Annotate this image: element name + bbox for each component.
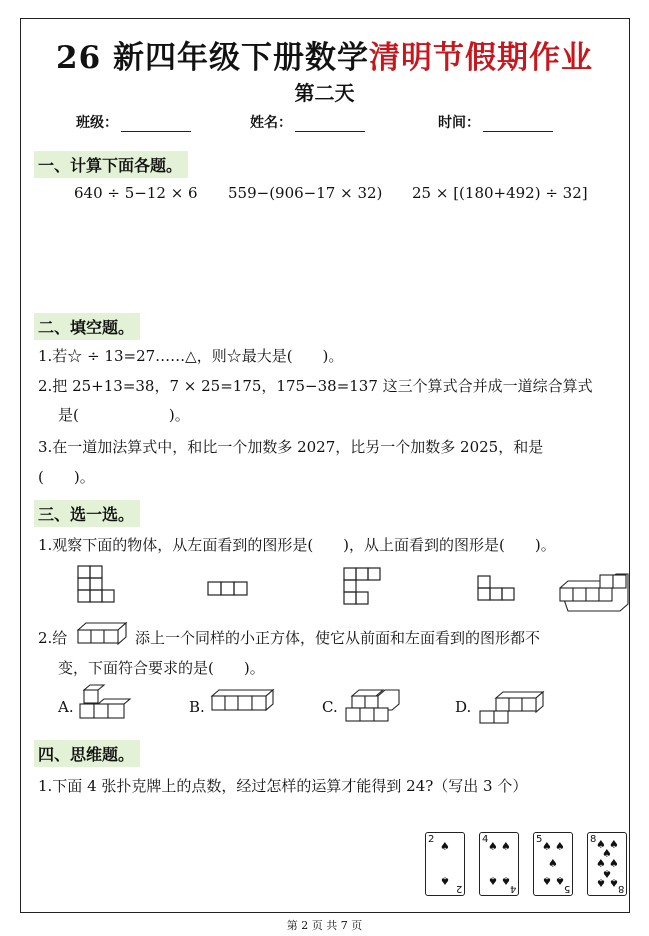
card-rank: 8 xyxy=(590,834,597,845)
fill-q3-line1: 3.在一道加法算式中，和比一个加数多 2027，比另一个加数多 2025，和是 xyxy=(38,438,544,456)
option-d-figure xyxy=(480,692,543,723)
page-footer: 第 2 页 共 7 页 xyxy=(286,919,363,932)
option-b-label: B. xyxy=(189,698,205,716)
card-rank: 5 xyxy=(536,834,543,845)
spade-icon: ♠ xyxy=(501,874,511,887)
section1-heading: 一、计算下面各题。 xyxy=(34,151,188,178)
option-a-figure xyxy=(80,685,130,718)
section2-heading: 二、填空题。 xyxy=(34,313,140,340)
card-rank: 4 xyxy=(482,834,489,845)
view-figure-3 xyxy=(344,568,380,604)
spade-icon: ♠ xyxy=(596,876,606,889)
spade-icon: ♠ xyxy=(609,876,619,889)
spade-icon: ♠ xyxy=(488,840,498,853)
choice-q2-line1a: 2.给 xyxy=(38,629,68,647)
class-blank[interactable] xyxy=(121,117,191,132)
spade-icon: ♠ xyxy=(440,874,450,887)
poker-card-2 xyxy=(425,832,465,896)
think-q1: 1.下面 4 张扑克牌上的点数，经过怎样的运算才能得到 24?（写出 3 个） xyxy=(38,777,528,795)
view-figure-2 xyxy=(208,582,247,595)
spade-icon: ♠ xyxy=(542,840,552,853)
spade-icon: ♠ xyxy=(596,838,606,851)
time-label: 时间： xyxy=(438,115,480,131)
spade-icon: ♠ xyxy=(548,857,558,870)
section3-heading: 三、选一选。 xyxy=(34,500,140,527)
cube-stack-figure xyxy=(560,574,628,611)
fill-q1: 1.若☆ ÷ 13=27……△，则☆最大是( )。 xyxy=(38,347,344,365)
option-a-label: A. xyxy=(58,698,74,716)
option-d-label: D. xyxy=(455,698,472,716)
spade-icon: ♠ xyxy=(602,847,612,860)
time-field xyxy=(438,112,553,132)
base-cubes-figure xyxy=(74,618,132,648)
day-subtitle: 第二天 xyxy=(294,81,355,105)
view-figure-1 xyxy=(78,566,114,602)
card-rank-bottom: 5 xyxy=(563,883,570,894)
option-c-label: C. xyxy=(322,698,338,716)
title-highlight: 清明节假期作业 xyxy=(368,40,593,76)
card-rank-bottom: 2 xyxy=(455,883,462,894)
spade-icon: ♠ xyxy=(609,838,619,851)
option-c-figure xyxy=(346,690,399,721)
section4-heading: 四、思维题。 xyxy=(34,740,140,767)
view-options-figures xyxy=(60,562,630,612)
options-figures xyxy=(76,684,636,726)
name-blank[interactable] xyxy=(295,117,365,132)
poker-card-5 xyxy=(533,832,573,896)
spade-icon: ♠ xyxy=(555,840,565,853)
card-rank-bottom: 8 xyxy=(617,883,624,894)
title-main: 26 新四年级下册数学 xyxy=(56,40,369,76)
spade-icon: ♠ xyxy=(609,857,619,870)
spade-icon: ♠ xyxy=(602,867,612,880)
choice-q2-line2: 变，下面符合要求的是( )。 xyxy=(58,659,265,677)
card-rank: 2 xyxy=(428,834,435,845)
poker-card-8 xyxy=(587,832,627,896)
poker-card-4 xyxy=(479,832,519,896)
calc-problem-2: 559−(906−17 × 32) xyxy=(228,184,383,202)
time-blank[interactable] xyxy=(483,117,553,132)
card-rank-bottom: 4 xyxy=(509,883,516,894)
spade-icon: ♠ xyxy=(596,857,606,870)
choice-q1: 1.观察下面的物体，从左面看到的图形是( )，从上面看到的图形是( )。 xyxy=(38,536,556,554)
fill-q3-line2: ( )。 xyxy=(38,468,95,486)
spade-icon: ♠ xyxy=(542,874,552,887)
option-b-figure xyxy=(212,690,273,710)
calc-problem-1: 640 ÷ 5−12 × 6 xyxy=(74,184,198,202)
choice-q2-line1b: 添上一个同样的小正方体，使它从前面和左面看到的图形都不 xyxy=(135,629,541,647)
name-field xyxy=(250,112,365,132)
view-figure-4 xyxy=(478,576,514,600)
calc-problem-3: 25 × [(180+492) ÷ 32] xyxy=(412,184,588,202)
page-title xyxy=(0,32,649,77)
spade-icon: ♠ xyxy=(501,840,511,853)
fill-q2-line1: 2.把 25+13=38，7 × 25=175，175−38=137 这三个算式合并成一道综合算式 xyxy=(38,377,593,395)
spade-icon: ♠ xyxy=(555,874,565,887)
class-field xyxy=(76,112,191,132)
spade-icon: ♠ xyxy=(440,840,450,853)
fill-q2-line2: 是( )。 xyxy=(58,406,190,424)
name-label: 姓名： xyxy=(250,115,292,131)
spade-icon: ♠ xyxy=(488,874,498,887)
class-label: 班级： xyxy=(76,115,118,131)
